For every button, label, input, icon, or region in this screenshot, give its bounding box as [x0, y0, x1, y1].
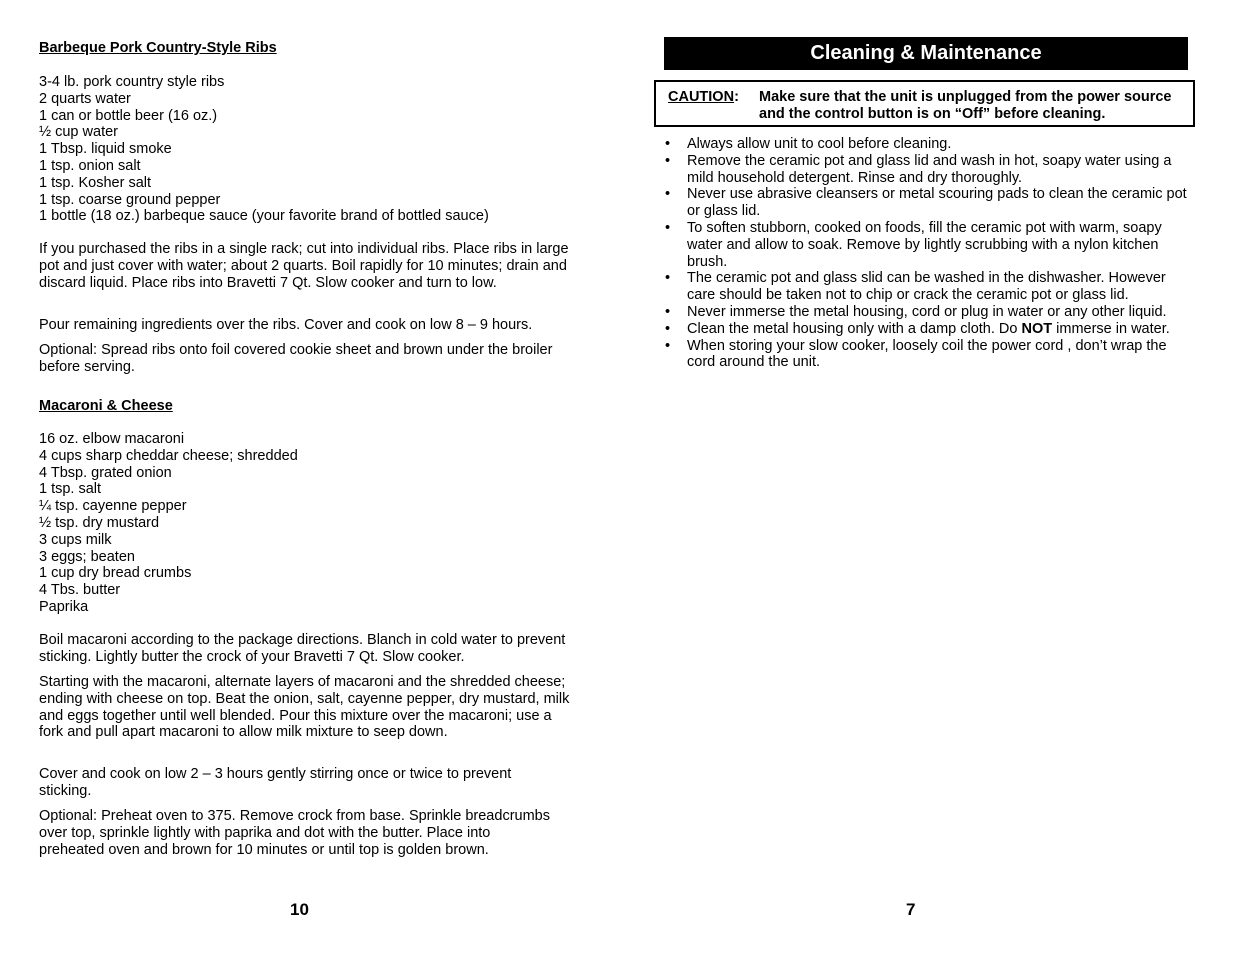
bullet-text: Remove the ceramic pot and glass lid and wash in hot, soapy water using a mild household detergent. Rinse and dry thoroughly.: [687, 152, 1172, 186]
bullet-text-part: immerse in water.: [1052, 320, 1170, 337]
ingredient-item: 1 tsp. coarse ground pepper: [39, 191, 221, 208]
bullet-text: [687, 321, 1170, 337]
bullet-item: [654, 186, 1194, 220]
bullet-mark: •: [665, 136, 671, 152]
page-number: 7: [906, 900, 916, 919]
left-page: [39, 0, 599, 954]
bullet-text: Never use abrasive cleansers or metal scouring pads to clean the ceramic pot or glass lid.: [687, 186, 1187, 220]
ingredient-item: 3-4 lb. pork country style ribs: [39, 74, 225, 90]
bullet-item: [654, 304, 1194, 321]
page-number: 10: [290, 900, 309, 919]
ingredient-item: ½ cup water: [39, 124, 118, 141]
caution-label: [668, 89, 739, 106]
bullet-text: To soften stubborn, cooked on foods, fill the ceramic pot with warm, soapy water and allow to soak. Remove by lightly scrubbing with a nylon kitchen brush.: [687, 219, 1162, 270]
ingredient-item: ½ tsp. dry mustard: [39, 514, 160, 531]
bullet-mark: •: [665, 303, 671, 320]
ingredient-item: 1 bottle (18 oz.) barbeque sauce (your favorite brand of bottled sauce): [39, 208, 489, 225]
bullet-mark: •: [665, 270, 671, 287]
bullet-mark: •: [665, 152, 671, 169]
recipe-title-ribs: Barbeque Pork Country-Style Ribs: [39, 40, 277, 56]
bullet-text-emphasis: NOT: [1021, 320, 1053, 337]
bullet-text-part: Clean the metal housing only with a damp cloth. Do: [687, 320, 1022, 337]
bullet-item: [654, 136, 1194, 153]
section-title: Cleaning & Maintenance: [664, 37, 1188, 70]
bullet-text: Always allow unit to cool before cleaning.: [687, 136, 952, 152]
optional-paragraph: Optional: Preheat oven to 375. Remove crock from base. Sprinkle breadcrumbs over top, sprinkle lightly with paprika and dot with the butter. Place into preheated oven and brown for 10 minutes or until top is golden brown.: [39, 808, 550, 858]
ingredient-item: 4 cups sharp cheddar cheese; shredded: [39, 447, 298, 464]
ingredient-list-mac-cheese: [39, 431, 298, 616]
instruction-paragraph: If you purchased the ribs in a single rack; cut into individual ribs. Place ribs in large pot and just cover with water; about 2 quarts. Boil rapidly for 10 minutes; drain and discard liquid. Place ribs into Bravetti 7 Qt. Slow cooker and turn to low.: [39, 241, 569, 291]
caution-text: Make sure that the unit is unplugged from the power source and the control button is on “Off” before cleaning.: [759, 89, 1172, 122]
bullet-item: [654, 338, 1194, 372]
bullet-text: The ceramic pot and glass slid can be washed in the dishwasher. However care should be taken not to chip or crack the ceramic pot or glass lid.: [687, 270, 1166, 304]
optional-paragraph: Optional: Spread ribs onto foil covered cookie sheet and brown under the broiler before serving.: [39, 342, 553, 375]
ingredient-item: 1 Tbsp. liquid smoke: [39, 141, 172, 158]
ingredient-list-ribs: [39, 74, 489, 225]
bullet-text: When storing your slow cooker, loosely coil the power cord , don’t wrap the cord around the unit.: [687, 337, 1167, 371]
instruction-paragraph: Boil macaroni according to the package directions. Blanch in cold water to prevent sticking. Lightly butter the crock of your Bravetti 7 Qt. Slow cooker.: [39, 632, 566, 665]
instruction-paragraph: Pour remaining ingredients over the ribs. Cover and cook on low 8 – 9 hours.: [39, 317, 533, 333]
bullet-item: [654, 220, 1194, 270]
instruction-paragraph: Cover and cook on low 2 – 3 hours gently stirring once or twice to prevent sticking.: [39, 766, 512, 799]
caution-box: [654, 80, 1195, 127]
bullet-item: [654, 270, 1194, 304]
recipe-title-mac-cheese: Macaroni & Cheese: [39, 398, 173, 414]
bullet-mark: •: [665, 219, 671, 236]
ingredient-item: 1 cup dry bread crumbs: [39, 565, 192, 582]
instruction-paragraph: Starting with the macaroni, alternate layers of macaroni and the shredded cheese; ending with cheese on top. Beat the onion, salt, cayenne pepper, dry mustard, milk and eggs together until well blended. Pour this mixture over the macaroni; use a fork and pull apart macaroni to allow milk mixture to seep down.: [39, 674, 570, 741]
ingredient-item: 1 tsp. onion salt: [39, 157, 141, 174]
ingredient-item: 16 oz. elbow macaroni: [39, 431, 185, 447]
bullet-mark: •: [665, 320, 671, 337]
ingredient-item: 3 eggs; beaten: [39, 548, 135, 565]
right-page: [654, 0, 1204, 954]
bullet-item: [654, 153, 1194, 187]
bullet-item: [654, 321, 1194, 338]
ingredient-item: 2 quarts water: [39, 90, 131, 107]
bullet-mark: •: [665, 337, 671, 354]
ingredient-item: 1 tsp. Kosher salt: [39, 174, 152, 191]
caution-colon: :: [734, 89, 739, 105]
ingredient-item: 4 Tbsp. grated onion: [39, 464, 172, 481]
bullet-text: Never immerse the metal housing, cord or plug in water or any other liquid.: [687, 303, 1167, 320]
caution-label-text: CAUTION: [668, 89, 735, 105]
ingredient-item: Paprika: [39, 598, 89, 615]
ingredient-item: ¼ tsp. cayenne pepper: [39, 498, 187, 515]
cleaning-bullet-list: [654, 136, 1194, 371]
bullet-mark: •: [665, 186, 671, 203]
ingredient-item: 1 can or bottle beer (16 oz.): [39, 107, 218, 124]
ingredient-item: 3 cups milk: [39, 531, 112, 548]
ingredient-item: 1 tsp. salt: [39, 481, 102, 498]
ingredient-item: 4 Tbs. butter: [39, 582, 121, 599]
